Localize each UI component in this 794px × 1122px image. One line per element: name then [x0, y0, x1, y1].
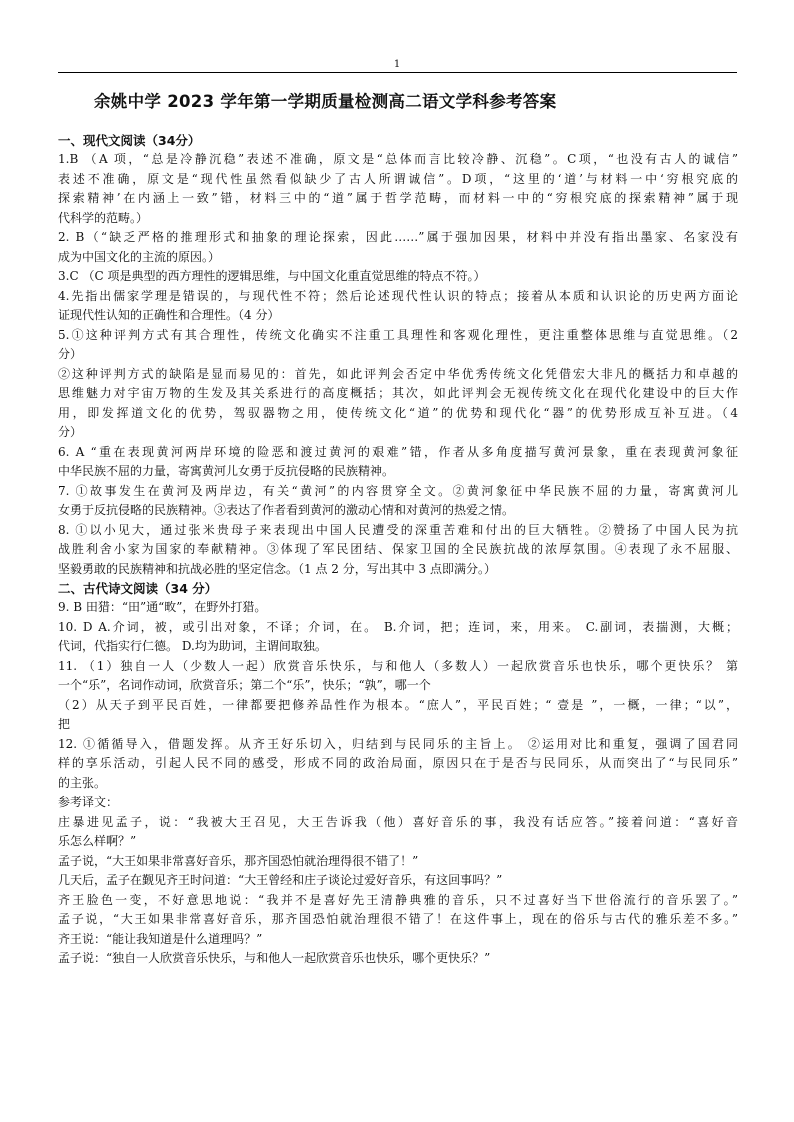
text-line: 5.①这种评判方式有其合理性，传统文化确实不注重工具理性和客观化理性，更注重整体思维与直觉思维。（2	[58, 327, 738, 342]
page-number: 1	[393, 59, 401, 70]
text-line: 中华民族不屈的力量，寄寓黄河儿女勇于反抗侵略的民族精神。	[58, 464, 395, 478]
text-line: 代科学的范畴。）	[58, 210, 149, 225]
text-line: 乐怎么样啊？”	[58, 834, 137, 848]
text-line: 12. ①循循导入，借题发挥。从齐王好乐切入，归结到与民同乐的主旨上。 ②运用对比和重复，强调了国君同	[58, 736, 738, 751]
text-line: 一个“乐”，名词作动词，欣赏音乐；第二个“乐”，快乐；“孰”，哪一个	[58, 678, 431, 692]
answer-body	[58, 131, 738, 969]
text-line: 孟子说：“独自一人欣赏音乐快乐，与和他人一起欣赏音乐也快乐，哪个更快乐？”	[58, 951, 491, 965]
text-line: 7. ①故事发生在黄河及两岸边，有关“黄河”的内容贯穿全文。②黄河象征中华民族不屈的力量，寄寓黄河儿	[58, 483, 738, 498]
text-line: 齐王说：“能让我知道是什么道理吗？”	[58, 931, 263, 946]
text-line: 孟子说，“大王如果非常喜好音乐，那齐国恐怕就治理很不错了！在这件事上，现在的俗乐与古代的雅乐差不多。”	[58, 912, 738, 926]
document-title: 余姚中学 2023 学年第一学期质量检测高二语文学科参考答案	[94, 92, 557, 111]
text-line: 代词，代指实行仁德。 D.均为助词，主谓间取独。	[58, 639, 327, 653]
section-heading: 二、古代诗文阅读（34 分）	[58, 581, 218, 596]
text-line: 1.B （A 项，“总是冷静沉稳”表述不准确，原文是“总体而言比较冷静、沉稳”。C项，“也没有古人的诚信”	[58, 152, 738, 166]
text-line: 把	[58, 717, 71, 731]
section-heading: 一、现代文阅读（34分）	[58, 133, 201, 148]
text-line: 分）	[58, 425, 83, 439]
text-line: 坚毅勇敢的民族精神和抗战必胜的坚定信念。（1 点 2 分，写出其中 3 点即满分。）	[58, 561, 496, 576]
text-line: 4.先指出儒家学理是错误的，与现代性不符；然后论述现代性认识的特点；接着从本质和认识论的历史两方面论	[58, 288, 738, 303]
text-line: 6. A “重在表现黄河两岸环境的险恶和渡过黄河的艰难”错，作者从多角度描写黄河景象，重在表现黄河象征	[58, 444, 738, 459]
text-line: 成为中国文化的主流的原因。）	[58, 249, 221, 264]
text-line: 庄暴进见孟子，说：“我被大王召见，大王告诉我（他）喜好音乐的事，我没有话应答。”接着问道：“喜好音	[58, 814, 738, 829]
text-line: 分）	[58, 347, 83, 361]
text-line: 样的享乐活动，引起人民不同的感受，形成不同的政治局面，原因只在于是否与民同乐，从而突出了“与民同乐”	[58, 756, 738, 770]
text-line: （2）从天子到平民百姓，一律都要把修养品性作为根本。“庶人”，平民百姓；“ 壹是 ”，一概，一律；“以”，	[58, 697, 738, 712]
text-line: 证现代性认知的正确性和合理性。（4 分）	[58, 308, 280, 322]
text-line: 11. （1）独自一人（少数人一起）欣赏音乐快乐，与和他人（多数人）一起欣赏音乐也快乐，哪个更快乐？ 第	[58, 658, 738, 673]
text-line: 10. D A.介词，被，或引出对象，不译；介词，在。 B.介词，把；连词，来，用来。 C.副词，表揣测，大概；	[58, 619, 738, 634]
text-line: 参考译文：	[58, 795, 119, 809]
text-line: 孟子说，“大王如果非常喜好音乐，那齐国恐怕就治理得很不错了！”	[58, 853, 419, 868]
text-line: 表述不准确，原文是“现代性虽然看似缺少了古人所谓诚信”。D项，“这里的‘道’与材料一中‘穷根究底的	[58, 171, 738, 186]
text-line: 齐王脸色一变，不好意思地说：“我并不是喜好先王清静典雅的音乐，只不过喜好当下世俗流行的音乐罢了。”	[58, 892, 738, 907]
text-line: 9. B 田猎：“田”通“畋”，在野外打猎。	[58, 600, 267, 614]
header-rule	[58, 72, 737, 73]
text-line: 几天后，孟子在觐见齐王时问道：“大王曾经和庄子谈论过爱好音乐，有这回事吗？”	[58, 873, 503, 887]
text-line: 战胜利舍小家为国家的奉献精神。③体现了军民团结、保家卫国的全民族抗战的浓厚氛围。④表现了永不屈服、	[58, 542, 738, 556]
text-line: 探索精神’在内涵上一致”错，材料三中的“道”属于哲学范畴，而材料一中的“穷根究底的探索精神”属于现	[58, 191, 738, 205]
text-line: 3.C （C 项是典型的西方理性的逻辑思维，与中国文化重直觉思维的特点不符。）	[58, 269, 486, 283]
text-line: ②这种评判方式的缺陷是显而易见的：首先，如此评判会否定中华优秀传统文化凭借宏大非凡的概括力和卓越的	[58, 366, 738, 381]
text-line: 的主张。	[58, 775, 107, 790]
text-line: 女勇于反抗侵略的民族精神。③表达了作者看到黄河的激动心情和对黄河的热爱之情。	[58, 503, 515, 517]
text-line: 8. ①以小见大，通过张米贵母子来表现出中国人民遭受的深重苦难和付出的巨大牺牲。②赞扬了中国人民为抗	[58, 522, 738, 537]
text-line: 2. B（“缺乏严格的推理形式和抽象的理论探索，因此……”属于强加因果，材料中并没有指出墨家、名家没有	[58, 230, 738, 244]
text-line: 用，即发挥道文化的优势，驾驭器物之用，使传统文化“道”的优势和现代化“器”的优势形成互补互进。（4	[58, 405, 738, 420]
text-line: 思维魅力对宇宙万物的生发及其关系进行的高度概括；其次，如此评判会无视传统文化在现代化建设中的巨大作	[58, 386, 738, 400]
